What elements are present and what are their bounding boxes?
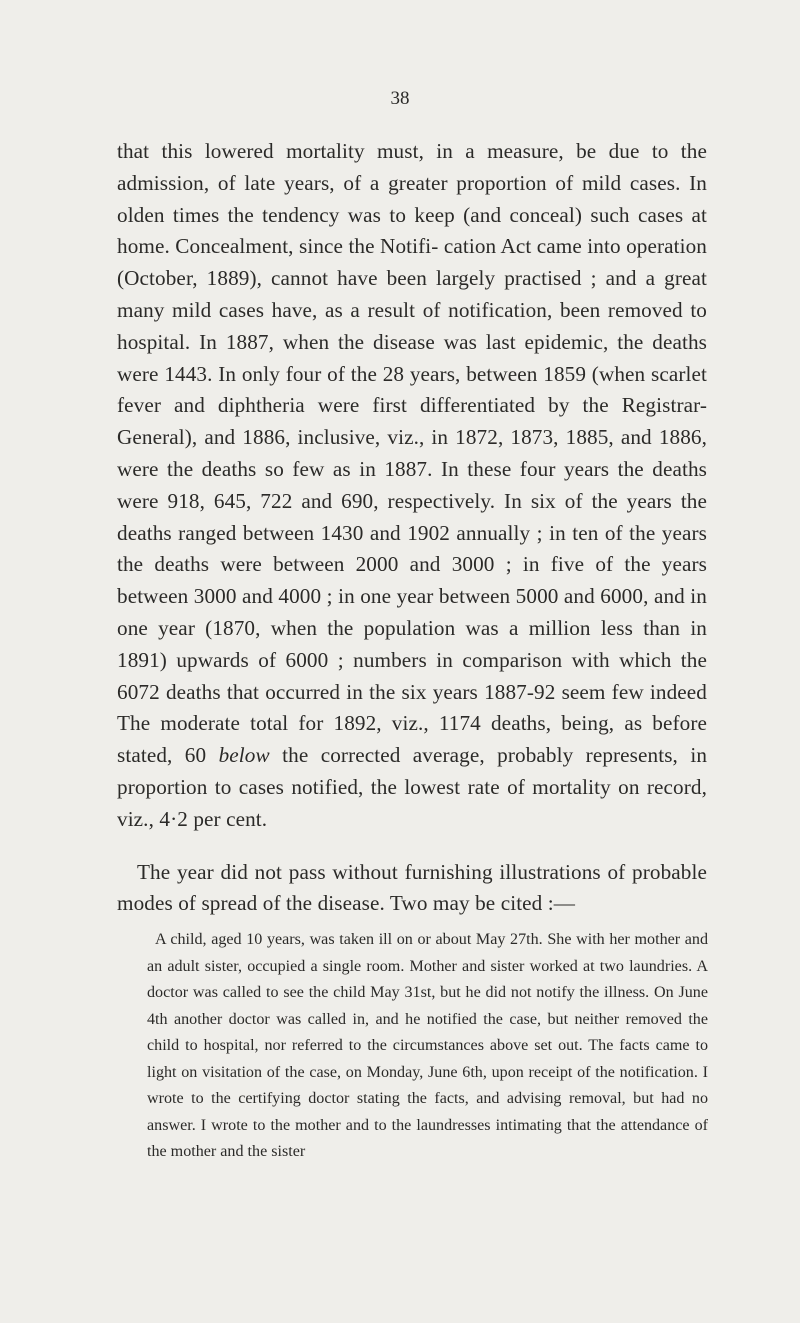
paragraph-spread: The year did not pass without furnishing illustrations of probable modes of spread of the disease. Two may be cited :— xyxy=(117,859,707,916)
emphasis-below: below xyxy=(218,743,270,768)
paragraph-mortality-text-end: the corrected average, probably represents, in proportion to cases notified, the lowest rate of mortality on record, viz., 4·2 per cent. xyxy=(117,743,708,831)
main-text xyxy=(117,136,707,920)
quoted-case-report xyxy=(147,927,708,1166)
paragraph-mortality xyxy=(117,136,707,836)
quoted-case-text: A child, aged 10 years, was taken ill on or about May 27th. She with her mother and an adult sister, occupied a single room. Mother and sister worked at two laundries. A doctor was called to see the child May 31st, but he did not notify the illness. On June 4th another doctor was called in, and he notified the case, but neither removed the child to hospital, nor referred to the circumstances above set out. The facts came to light on visitation of the case, on Monday, June 6th, upon receipt of the notification. I wrote to the certifying doctor stating the facts, and advising removal, but had no answer. I wrote to the mother and to the laundresses intimating that the attendance of the mother and the sister xyxy=(147,931,708,1160)
page-number: 38 xyxy=(390,88,410,109)
paragraph-mortality-text: that this lowered mortality must, in a measure, be due to the admission, of late years, of a greater proportion of mild cases. In olden times the tendency was to keep (and conceal) such cases at home. Concealment, since the Notifi- cation Act came into operation (October, 1889), cannot have been largely practised ; and a great many mild cases have, as a result of notification, been removed to hospital. In 1887, when the disease was last epidemic, the deaths were 1443. In only four of the 28 years, between 1859 (when scarlet fever and diphtheria were first differentiated by the Registrar-General), and 1886, inclusive, viz., in 1872, 1873, 1885, and 1886, were the deaths so few as in 1887. In these four years the deaths were 918, 645, 722 and 690, respectively. In six of the years the deaths ranged between 1430 and 1902 annually ; in ten of the years the deaths were between 2000 and 3000 ; in five of the years between 3000 and 4000 ; in one year between 5000 and 6000, and in one year (1870, when the population was a million less than in 1891) upwards of 6000 ; numbers in comparison with which the 6072 deaths that occurred in the six years 1887-92 seem few indeed The moderate total for 1892, viz., 1174 deaths, being, as before stated, 60 xyxy=(117,139,707,768)
